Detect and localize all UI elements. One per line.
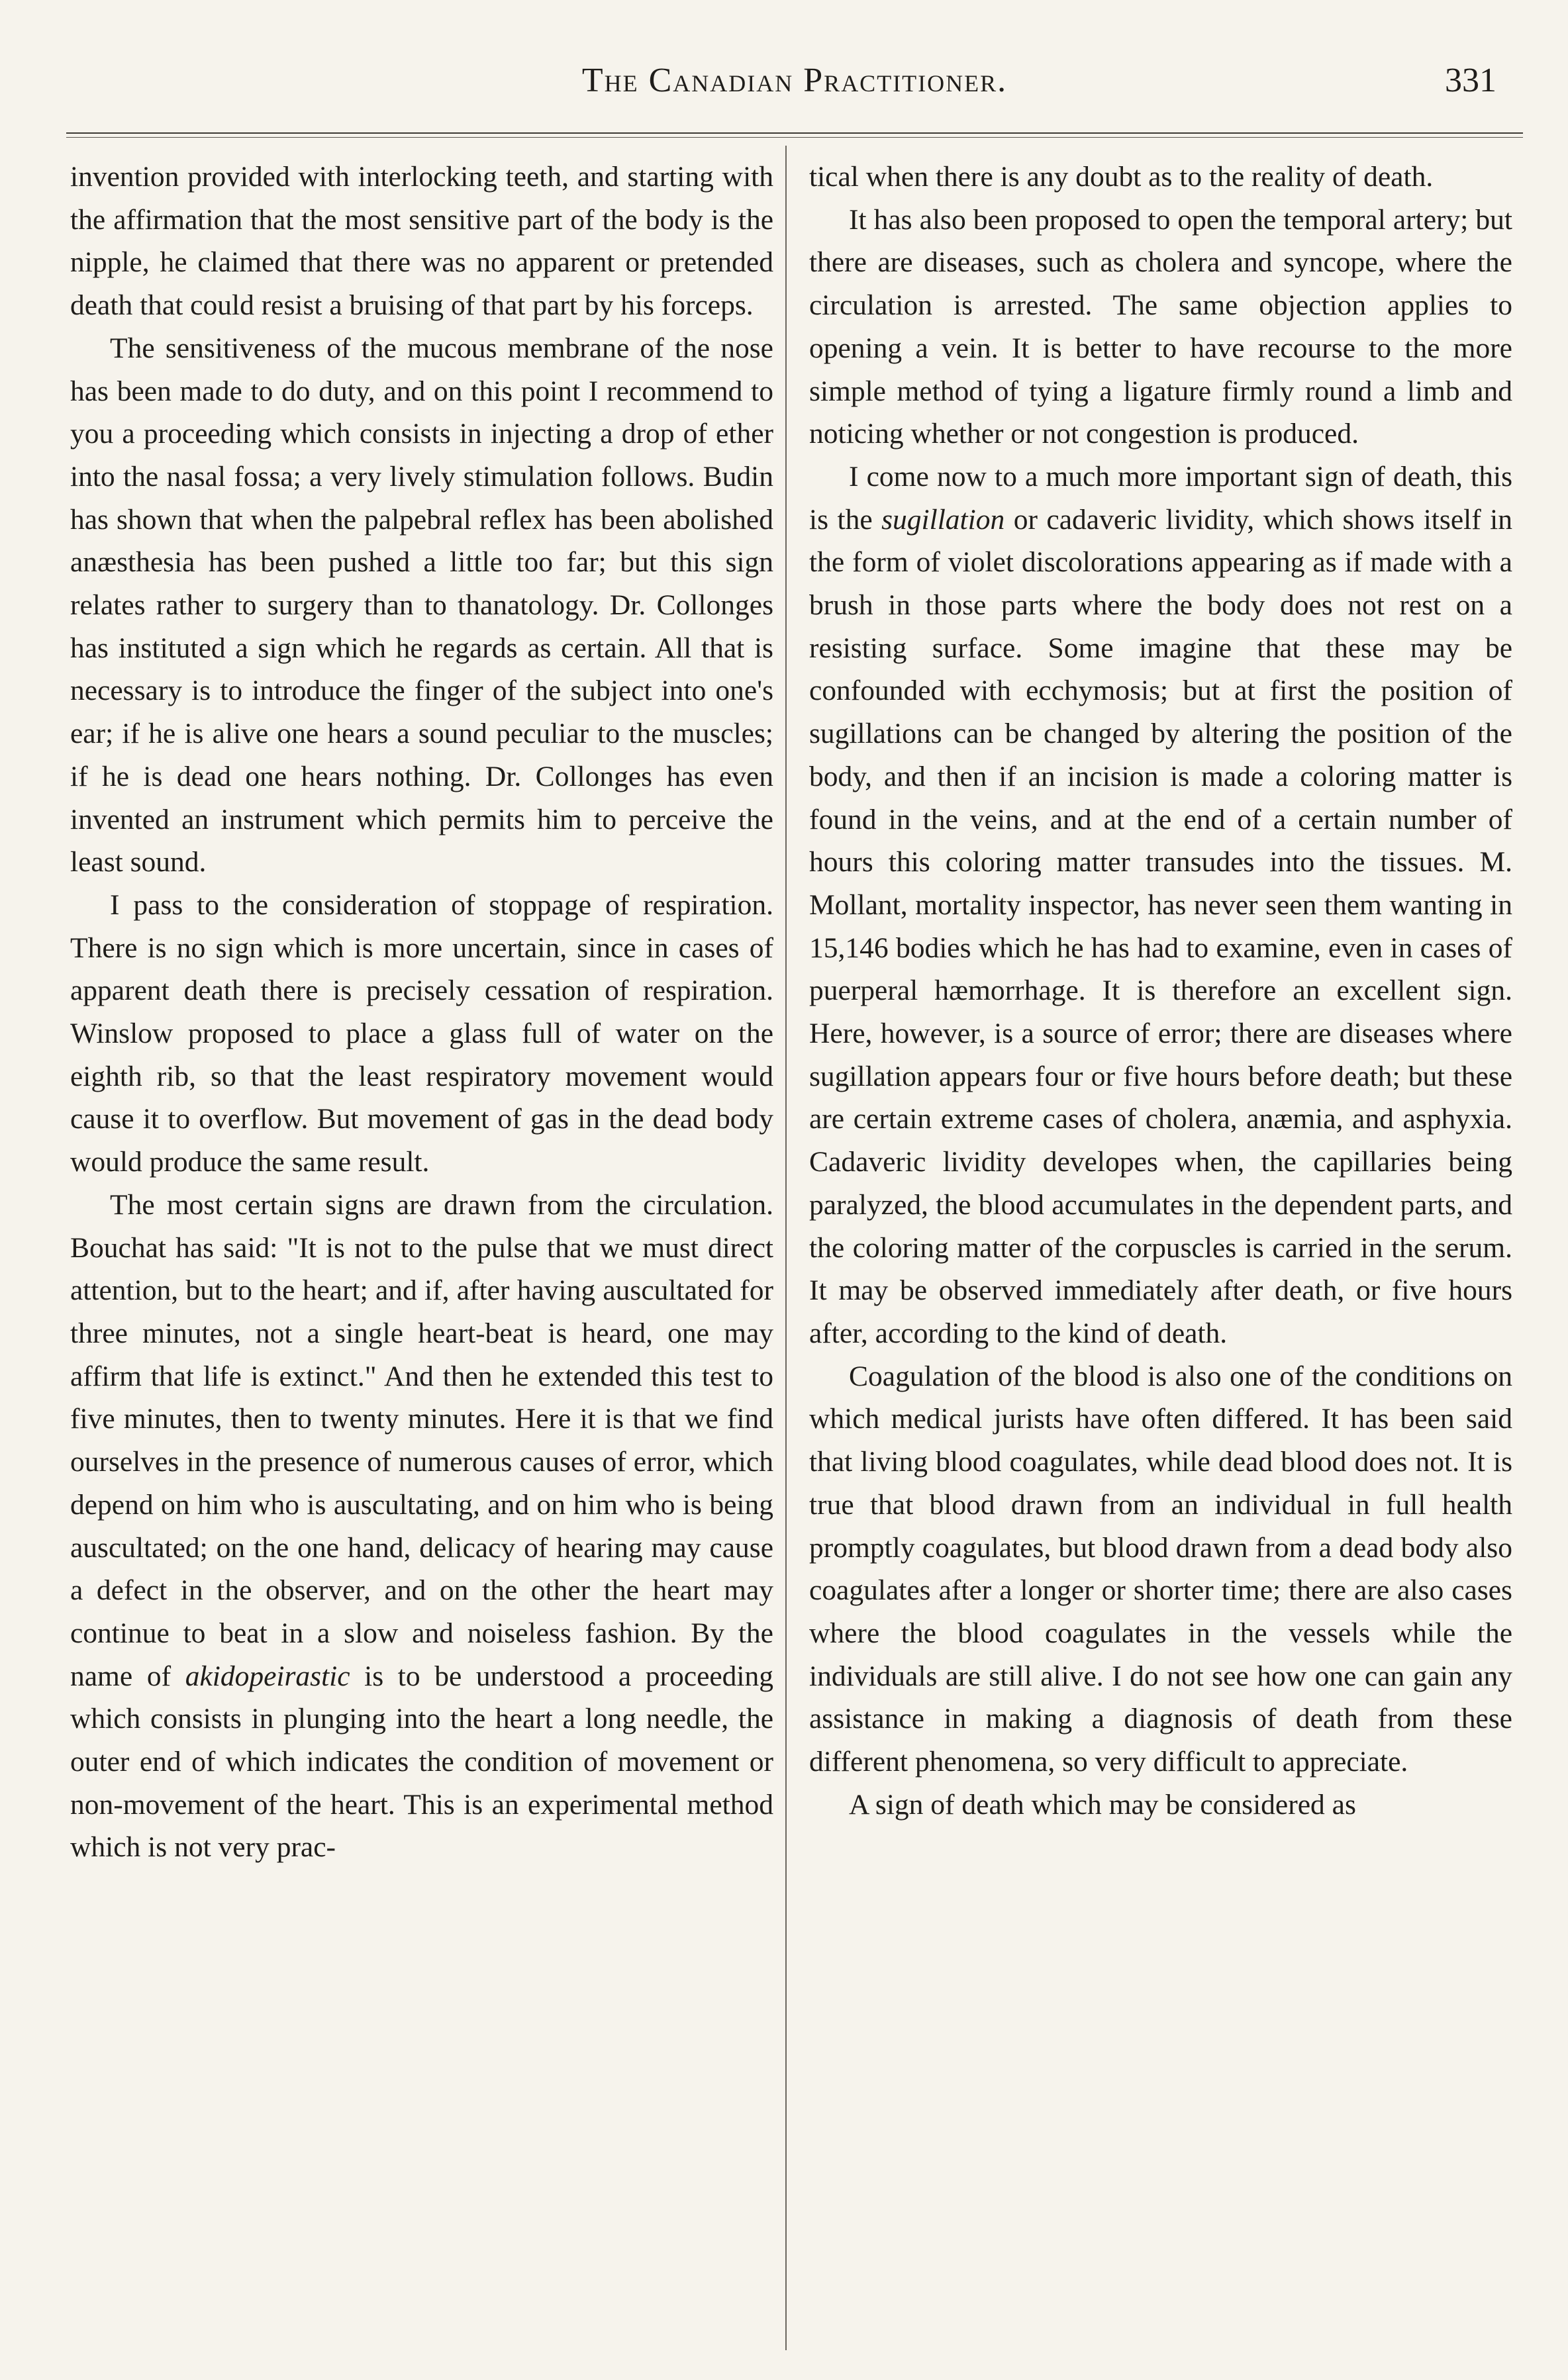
paragraph: invention provided with interlocking teeth, and starting with the affirmation that the most sensitive part of the body is the nipple, he claimed that there was no apparent or pretended death that could resist a bruising of that part by his forceps. — [70, 161, 773, 322]
paragraph: A sign of death which may be considered as — [849, 1788, 1356, 1821]
page-header — [66, 61, 1523, 114]
left-column — [70, 156, 773, 1869]
emphasized-term: sugillation — [881, 503, 1005, 536]
header-rule — [66, 132, 1523, 134]
paragraph: tical when there is any doubt as to the reality of death. — [809, 161, 1434, 193]
paragraph: I pass to the consideration of stoppage of respiration. There is no sign which is more uncertain, since in cases of apparent death there is precisely cessation of respiration. Winslow proposed to place a glass full of water on the eighth rib, so that the least respiratory movement would cause it to overflow. But movement of gas in the dead body would produce the same result. — [70, 888, 773, 1178]
emphasized-term: akidopeirastic — [185, 1660, 350, 1692]
right-column — [809, 156, 1512, 1826]
running-title: The Canadian Practitioner. — [581, 62, 1008, 99]
paragraph-text: or cadaveric lividity, which shows itself in the form of violet discolorations appearing as if made with a brush in those parts where the body does not rest on a resisting surface. Some imagine that these may be confounded with ecchymosis; but at first the position of sugillations can be changed by altering the position of the body, and then if an incision is made a coloring matter is found in the veins, and at the end of a certain number of hours this coloring matter transudes into the tissues. M. Mollant, mortality inspector, has never seen them wanting in 15,146 bodies which he has had to examine, even in cases of puerperal hæmorrhage. It is therefore an excellent sign. Here, however, is a source of error; there are diseases where sugillation appears four or five hours before death; but these are certain extreme cases of cholera, anæmia, and asphyxia. Cadaveric lividity developes when, the capillaries being paralyzed, the blood accumulates in the dependent parts, and the coloring matter of the corpuscles is carried in the serum. It may be observed immediately after death, or five hours after, according to the kind of death. — [809, 503, 1513, 1349]
paragraph: Coagulation of the blood is also one of the conditions on which medical jurists have often differed. It has been said that living blood coagulates, while dead blood does not. It is true that blood drawn from an individual in full health promptly coagulates, but blood drawn from a dead body also coagulates after a longer or shorter time; there are also cases where the blood coagulates in the vessels while the individuals are still alive. I do not see how one can gain any assistance in making a diagnosis of death from these different phenomena, so very difficult to appreciate. — [809, 1360, 1512, 1778]
paragraph — [70, 1184, 773, 1869]
paragraph-text: is to be understood a proceeding which consists in plunging into the heart a long needle, the outer end of which indicates the condition of movement or non-movement of the heart. This is an experimental method which is not very prac- — [70, 1660, 774, 1864]
paragraph — [809, 455, 1512, 1355]
paragraph: The sensitiveness of the mucous membrane of the nose has been made to do duty, and on this point I recommend to you a proceeding which consists in injecting a drop of ether into the nasal fossa; a very lively stimulation follows. Budin has shown that when the palpebral reflex has been abolished anæsthesia has been pushed a little too far; but this sign relates rather to surgery than to thanatology. Dr. Collonges has instituted a sign which he regards as certain. All that is necessary is to introduce the finger of the subject into one's ear; if he is alive one hears a sound peculiar to the muscles; if he is dead one hears nothing. Dr. Collonges has even invented an instrument which permits him to perceive the least sound. — [70, 332, 773, 879]
page-number: 331 — [1445, 62, 1496, 99]
paragraph: It has also been proposed to open the temporal artery; but there are diseases, such as cholera and syncope, where the circulation is arrested. The same objection applies to opening a vein. It is better to have recourse to the more simple method of tying a ligature firmly round a limb and noticing whether or not congestion is produced. — [809, 203, 1512, 450]
column-divider — [785, 146, 787, 2350]
paragraph-text: The most certain signs are drawn from the circulation. Bouchat has said: "It is not to the pulse that we must direct attention, but to the heart; and if, after having auscultated for three minutes, not a single heart-beat is heard, one may affirm that life is extinct." And then he extended this test to five minutes, then to twenty minutes. Here it is that we find ourselves in the presence of numerous causes of error, which depend on him who is auscultating, and on him who is being auscultated; on the one hand, delicacy of hearing may cause a defect in the observer, and on the other the heart may continue to beat in a slow and noiseless fashion. By the name of — [70, 1188, 773, 1692]
header-rule-secondary — [66, 137, 1523, 138]
paragraph-text: I come now to a much more important sign of death, this is the — [809, 460, 1512, 536]
